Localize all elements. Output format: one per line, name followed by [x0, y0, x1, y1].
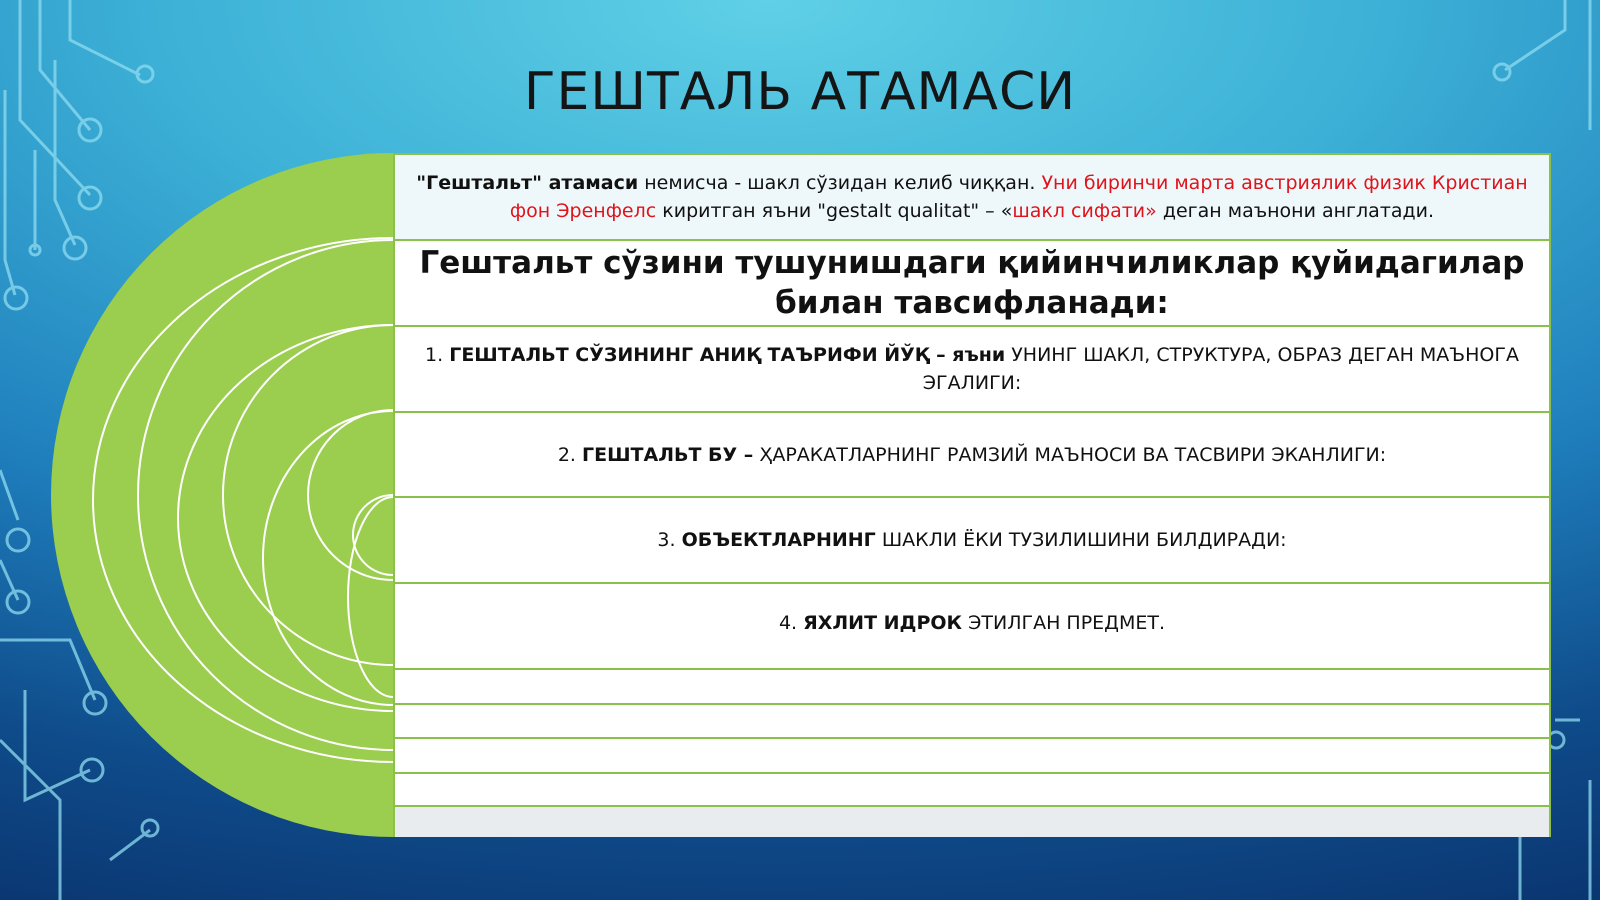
item-number: 4. [778, 612, 804, 634]
definition-part: киритган яъни "gestalt qualitat" – « [656, 200, 1013, 222]
item-text: ҲАРАКАТЛАРНИНГ РАМЗИЙ МАЪНОСИ ВА ТАСВИРИ ЭКАНЛИГИ: [753, 443, 1387, 466]
item-bold: ОБЪЕКТЛАРНИНГ [681, 529, 876, 551]
item-bold: ГЕШТАЛЬТ БУ – [581, 443, 754, 466]
item-number: 1. [425, 344, 450, 366]
definition-highlight: шакл сифати» [1012, 200, 1157, 222]
list-item [395, 327, 1549, 413]
item-bold: ГЕШТАЛЬТ СЎЗИНИНГ АНИҚ ТАЪРИФИ ЙЎҚ – яъни [449, 344, 1006, 366]
empty-row [395, 774, 1549, 807]
item-number: 3. [657, 529, 682, 551]
list-item [395, 584, 1549, 670]
definition-row [395, 155, 1549, 241]
heading-row [395, 241, 1549, 327]
definition-part: деган маънони англатади. [1156, 200, 1435, 222]
empty-row [395, 807, 1549, 837]
item-text: ШАКЛИ ЁКИ ТУЗИЛИШИНИ БИЛДИРАДИ: [875, 529, 1287, 551]
definition-highlight: Уни биринчи марта австриялик физик Кристиан фон Эренфелс [509, 172, 1528, 222]
definition-text [409, 169, 1535, 225]
section-heading: Гештальт сўзини тушунишдаги қийинчиликлар қуйидагилар билан тавсифланади: [419, 245, 1525, 321]
list-item [395, 413, 1549, 498]
slide-title: ГЕШТАЛЬ АТАМАСИ [523, 62, 1077, 122]
content-panel [393, 153, 1551, 837]
empty-row [395, 670, 1549, 705]
list-item [395, 498, 1549, 584]
item-text: ЭТИЛГАН ПРЕДМЕТ. [962, 612, 1166, 634]
item-bold: ЯХЛИТ ИДРОК [803, 612, 963, 634]
empty-row [395, 739, 1549, 774]
item-number: 2. [557, 443, 582, 466]
empty-row [395, 705, 1549, 739]
definition-part: немисча - шакл сўзидан келиб чиққан. [638, 172, 1042, 194]
definition-term: "Гештальт" атамаси [416, 172, 639, 194]
item-text: УНИНГ ШАКЛ, СТРУКТУРА, ОБРАЗ ДЕГАН МАЪНОГА ЭГАЛИГИ: [922, 344, 1519, 394]
